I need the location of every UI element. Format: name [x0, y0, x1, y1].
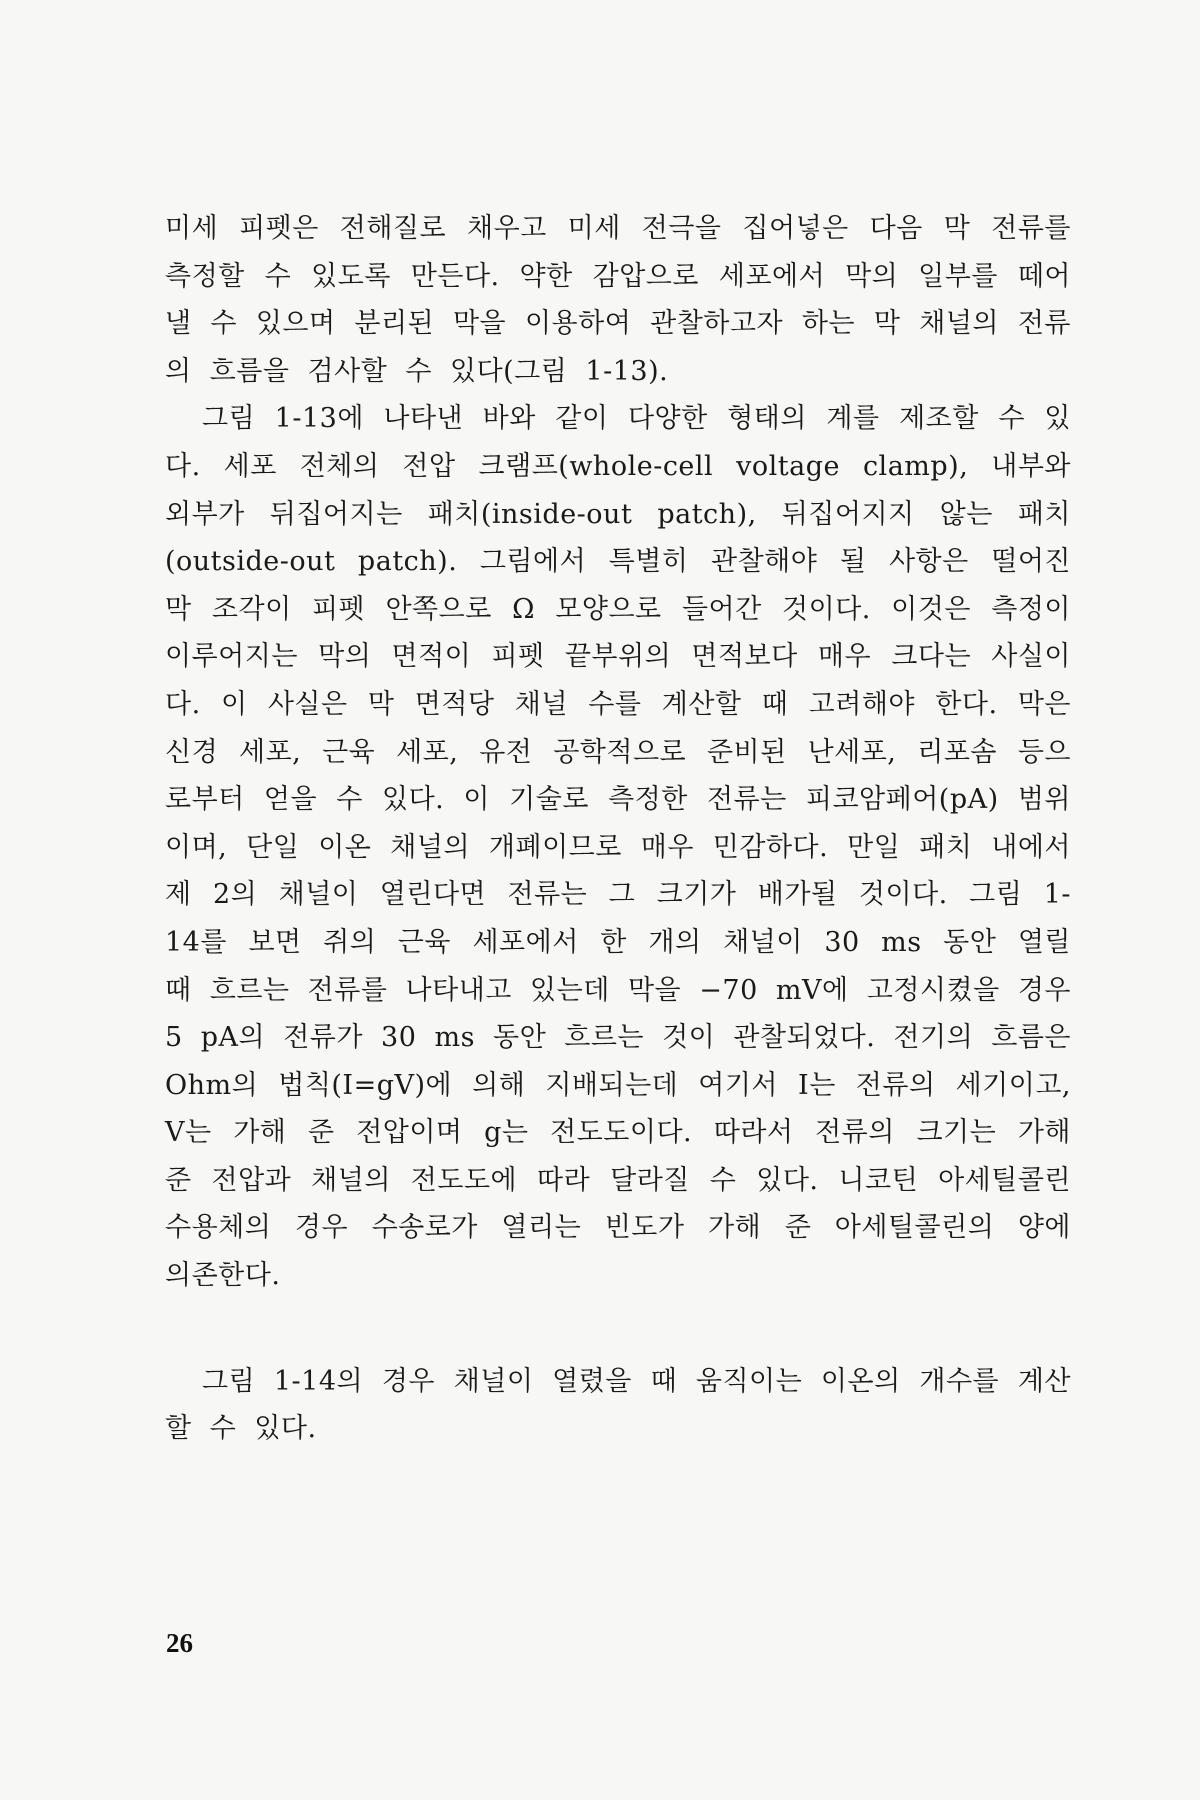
paragraph-pipette-method: 미세 피펫은 전해질로 채우고 미세 전극을 집어넣은 다음 막 전류를 측정할 수 있도록 만든다. 약한 감압으로 세포에서 막의 일부를 떼어 낼 수 있으며 분리된 막을 이용하여 관찰하고자 하는 막 채널의 전류의 흐름을 검사할 수 있다(그림 1-13).: [165, 213, 1071, 387]
page-number: 26: [166, 1628, 193, 1658]
body-text: [165, 205, 1071, 1453]
paragraph-ion-count: 그림 1-14의 경우 채널이 열렸을 때 움직이는 이온의 개수를 계산할 수 있다.: [165, 1365, 1071, 1445]
paragraph-patch-configurations: 그림 1-13에 나타낸 바와 같이 다양한 형태의 계를 제조할 수 있다. 세포 전체의 전압 크램프(whole-cell voltage clamp), 내부와 외부가 뒤집어지는 패치(inside-out patch), 뒤집어지지 않는 패치(outside-out patch). 그림에서 특별히 관찰해야 될 사항은 떨어진 막 조각이 피펫 안쪽으로 Ω 모양으로 들어간 것이다. 이것은 측정이 이루어지는 막의 면적이 피펫 끝부위의 면적보다 매우 크다는 사실이다. 이 사실은 막 면적당 채널 수를 계산할 때 고려해야 한다. 막은 신경 세포, 근육 세포, 유전 공학적으로 준비된 난세포, 리포솜 등으로부터 얻을 수 있다. 이 기술로 측정한 전류는 피코암페어(pA) 범위이며, 단일 이온 채널의 개폐이므로 매우 민감하다. 만일 패치 내에서 제 2의 채널이 열린다면 전류는 그 크기가 배가될 것이다. 그림 1-14를 보면 쥐의 근육 세포에서 한 개의 채널이 30 ms 동안 열릴 때 흐르는 전류를 나타내고 있는데 막을 −70 mV에 고정시켰을 경우 5 pA의 전류가 30 ms 동안 흐르는 것이 관찰되었다. 전기의 흐름은 Ohm의 법칙(I=gV)에 의해 지배되는데 여기서 I는 전류의 세기이고, V는 가해 준 전압이며 g는 전도도이다. 따라서 전류의 크기는 가해 준 전압과 채널의 전도도에 따라 달라질 수 있다. 니코틴 아세틸콜린 수용체의 경우 수송로가 열리는 빈도가 가해 준 아세틸콜린의 양에 의존한다.: [165, 403, 1072, 1292]
